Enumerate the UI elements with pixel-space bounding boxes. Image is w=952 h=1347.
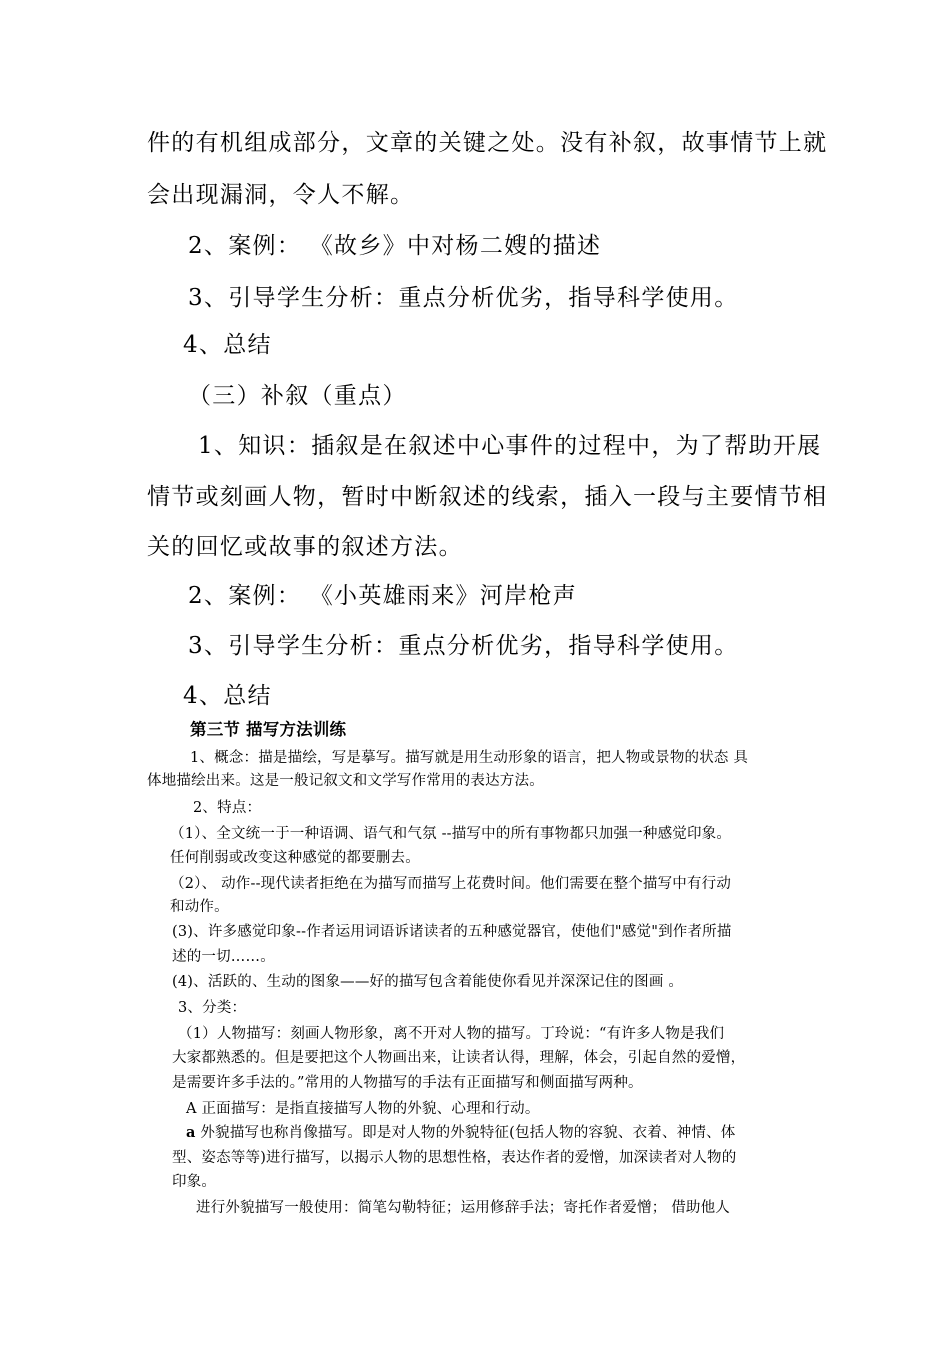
item-marker: a (186, 1124, 196, 1141)
body-text-line: 述的一切……。 (172, 949, 275, 965)
body-text-line: （2）、 动作--现代读者拒绝在为描写而描写上花费时间。他们需要在整个描写中有行动 (170, 876, 732, 892)
body-text-line: 1、知识：插叙是在叙述中心事件的过程中，为了帮助开展 (198, 433, 822, 459)
body-text-line: 印象。 (172, 1174, 217, 1190)
body-text-line: 关的回忆或故事的叙述方法。 (147, 534, 463, 560)
body-text-line: 体地描绘出来。这是一般记叙文和文学写作常用的表达方法。 (147, 773, 544, 789)
body-text-line: 情节或刻画人物，暂时中断叙述的线索，插入一段与主要情节相 (147, 484, 828, 510)
section-heading: （三）补叙（重点） (188, 383, 407, 409)
body-text-line: 任何削弱或改变这种感觉的都要删去。 (170, 850, 420, 866)
body-text-line: 3、引导学生分析：重点分析优劣，指导科学使用。 (188, 633, 739, 659)
body-text-line: 件的有机组成部分，文章的关键之处。没有补叙，故事情节上就 (147, 130, 828, 156)
chapter-heading: 第三节 描写方法训练 (190, 720, 347, 739)
body-text-line: 4、总结 (183, 332, 272, 358)
body-text-line: （1）人物描写：刻画人物形象，离不开对人物的描写。丁玲说：“有许多人物是我们 (178, 1026, 725, 1042)
body-text-line: 3、引导学生分析：重点分析优劣，指导科学使用。 (188, 285, 739, 311)
body-text-line: 2、案例： 《小英雄雨来》河岸枪声 (188, 583, 578, 609)
body-text-line: A 正面描写：是指直接描写人物的外貌、心理和行动。 (186, 1101, 540, 1117)
body-text-line: 型、姿态等等)进行描写，以揭示人物的思想性格，表达作者的爱憎，加深读者对人物的 (172, 1150, 737, 1166)
body-text-line: 4、总结 (183, 683, 272, 709)
body-text-segment: 外貌描写也称肖像描写。即是对人物的外貌特征(包括人物的容貌、衣着、神情、体 (200, 1125, 736, 1141)
body-text-line: 2、特点： (193, 800, 262, 816)
body-text-line: 大家都熟悉的。但是要把这个人物画出来，让读者认得，理解，体会，引起自然的爱憎， (172, 1050, 746, 1066)
body-text-line (186, 1121, 735, 1142)
body-text-line: 3、分类： (178, 1000, 247, 1016)
body-text-line: 进行外貌描写一般使用：简笔勾勒特征；运用修辞手法；寄托作者爱憎； 借助他人 (196, 1200, 731, 1216)
body-text-line: 会出现漏洞，令人不解。 (147, 182, 415, 208)
body-text-line: (4)、活跃的、生动的图象——好的描写包含着能使你看见并深深记住的图画 。 (172, 974, 684, 990)
body-text-line: 2、案例： 《故乡》中对杨二嫂的描述 (188, 233, 602, 259)
body-text-line: (3)、许多感觉印象--作者运用词语诉诸读者的五种感觉器官，使他们"感觉"到作者所描 (172, 924, 732, 940)
body-text-line: 是需要许多手法的。”常用的人物描写的手法有正面描写和侧面描写两种。 (172, 1075, 643, 1091)
body-text-line: 1、概念：描是描绘，写是摹写。描写就是用生动形象的语言，把人物或景物的状态 具 (190, 750, 749, 766)
body-text-line: 和动作。 (170, 899, 229, 915)
body-text-line: （1）、全文统一于一种语调、语气和气氛 --描写中的所有事物都只加强一种感觉印象。 (170, 826, 732, 842)
